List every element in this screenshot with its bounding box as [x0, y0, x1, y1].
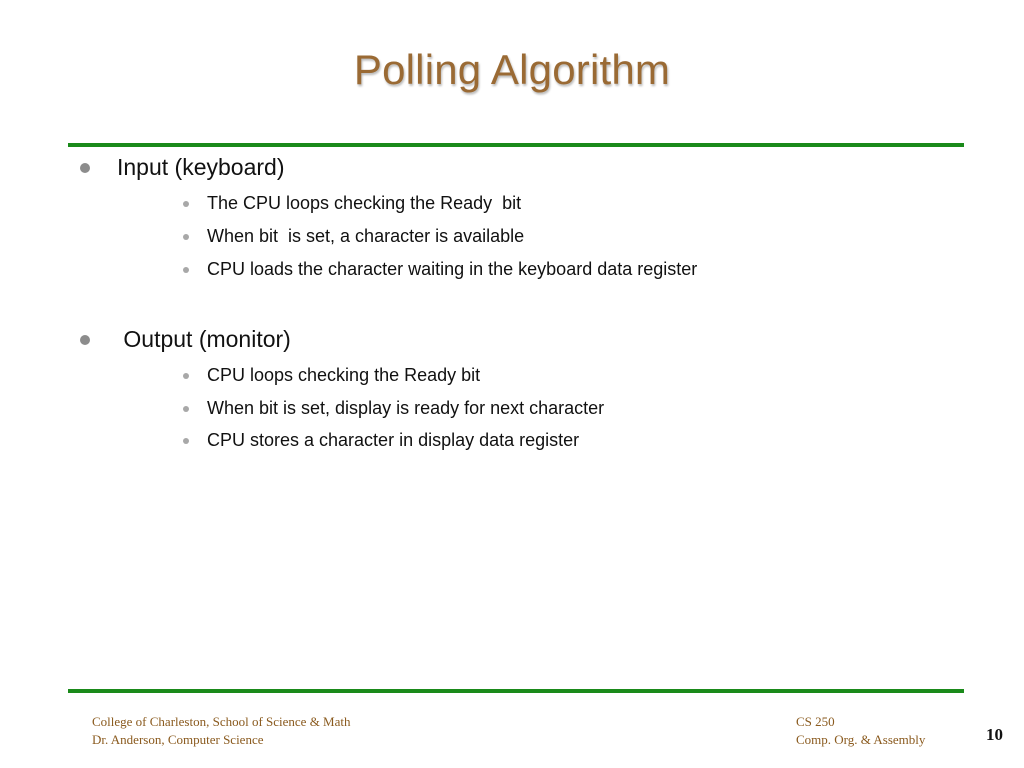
sub-bullet — [183, 226, 524, 247]
sub-bullet-text: The CPU loops checking the Ready bit — [207, 193, 522, 213]
sub-bullet-text: When bit is set, display is ready for next character — [207, 398, 605, 418]
footer-right — [796, 713, 925, 749]
footer-course-name: Comp. Org. & Assembly — [796, 732, 926, 747]
bullet-dot-icon — [183, 406, 189, 412]
footer-instructor: Dr. Anderson, Computer Science — [92, 732, 264, 747]
sub-bullet — [183, 193, 521, 214]
sub-bullet — [183, 259, 697, 280]
top-divider — [68, 143, 964, 147]
bullet-dot-icon — [183, 267, 189, 273]
bullet-dot-icon — [80, 335, 90, 345]
sub-bullet — [183, 430, 579, 451]
slide-title: Polling Algorithm — [353, 46, 671, 93]
footer-institution: College of Charleston, School of Science & Math — [92, 714, 351, 729]
page-number: 10 — [986, 725, 1003, 744]
bullet-dot-icon — [183, 234, 189, 240]
bullet-dot-icon — [80, 163, 90, 173]
bottom-divider — [68, 689, 964, 693]
sub-bullet-text: CPU loads the character waiting in the keyboard data register — [207, 259, 698, 279]
sub-bullet-text: CPU stores a character in display data register — [207, 430, 580, 450]
bullet-text: Input (keyboard) — [117, 154, 285, 180]
sub-bullet-text: CPU loops checking the Ready bit — [207, 365, 481, 385]
sub-bullet-text: When bit is set, a character is available — [207, 226, 525, 246]
bullet-dot-icon — [183, 373, 189, 379]
bullet-text: Output (monitor) — [117, 326, 291, 352]
footer-left — [92, 713, 351, 749]
bullet-dot-icon — [183, 438, 189, 444]
sub-bullet — [183, 365, 480, 386]
bullet-output-monitor — [80, 326, 291, 353]
footer-course-code: CS 250 — [796, 714, 835, 729]
bullet-dot-icon — [183, 201, 189, 207]
sub-bullet — [183, 398, 604, 419]
bullet-input-keyboard — [80, 154, 284, 181]
